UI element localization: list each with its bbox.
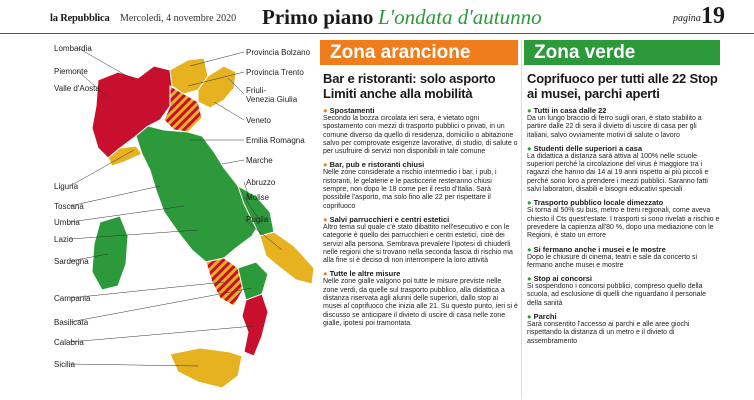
green-item-text: Si sospendono i concorsi pubblici, compreso quello della scuola, ad esclusione di quelli che riguardano il personale della sanità	[527, 283, 707, 307]
bullet-dot-icon: ●	[323, 106, 328, 115]
map-label-toscana: Toscana	[54, 202, 84, 211]
green-item-text: La didattica a distanza sarà attiva al 100% nelle scuole superiori perché la circolazione del virus è maggiore tra i ragazzi che hanno dai 14 ai 19 anni rispetto ai più piccoli e perché sono loro a prendere i mezzi pubblici. Saranno fatti salvi laboratori, disabili e bisogni educativi speciali	[527, 152, 709, 194]
green-item-title: Studenti delle superiori a casa	[533, 143, 642, 153]
orange-item-text: Altro tema sul quale c'è stato dibattito nell'esecutivo e con le categorie è quello dei parrucchieri e centri estetici, cioè dei servizi alla persona. Sembrava prevalere l'ipotesi di chiuderli nelle regioni che si trovano nella seconda fascia di rischio ma alla fine si è deciso di non interrompere la loro attività	[323, 223, 513, 265]
bullet-dot-icon: ●	[527, 143, 532, 153]
map-label-piemonte: Piemonte	[54, 67, 88, 76]
green-item	[527, 106, 720, 140]
orange-zone-column	[320, 40, 518, 398]
page-number: 19	[701, 3, 725, 29]
green-item-title: Si fermano anche i musei e le mostre	[533, 244, 666, 254]
bullet-dot-icon: ●	[527, 274, 532, 284]
region-puglia	[260, 232, 314, 284]
page-label: pagina	[673, 13, 701, 24]
orange-item-title: Tutte le altre misure	[329, 269, 401, 279]
italy-zone-map	[38, 36, 318, 398]
map-label-valle-daosta: Valle d'Aosta	[54, 84, 100, 93]
green-item-title: Stop ai concorsi	[533, 274, 592, 284]
bullet-dot-icon: ●	[527, 244, 532, 254]
map-label-puglia: Puglia	[246, 215, 269, 224]
green-item	[527, 312, 720, 346]
green-zone-banner: Zona verde	[524, 40, 720, 65]
map-label-marche: Marche	[246, 156, 273, 165]
map-label-basilicata: Basilicata	[54, 318, 89, 327]
green-item-title: Trasporto pubblico locale dimezzato	[533, 198, 664, 208]
bullet-dot-icon: ●	[323, 160, 328, 170]
map-label-veneto: Veneto	[246, 116, 271, 125]
orange-zone-headline: Bar e ristoranti: solo asporto Limiti anche alla mobilità	[323, 71, 496, 101]
map-label-trento: Provincia Trento	[246, 68, 304, 77]
newspaper-logo: la Repubblica	[50, 13, 110, 24]
map-label-molise: Molise	[246, 193, 270, 202]
region-striped-north	[164, 86, 202, 132]
orange-item-text: Nelle zone considerate a rischio intermedio i bar, i pub, i ristoranti, le gelaterie e le pasticcerie resteranno chiusi sempre, non dopo le 18 come per il resto d'Italia. Sarà possibile l'asporto, ma solo fino alle 22 per rispettare il coprifuoco	[323, 169, 497, 210]
region-calabria	[242, 294, 268, 356]
map-label-bolzano: Provincia Bolzano	[246, 48, 311, 57]
green-item	[527, 274, 720, 308]
green-item-text: Sarà consentito l'accesso ai parchi e alle aree giochi rispettando la distanza di un metro e il divieto di assembramento	[527, 321, 690, 345]
green-item-text: Da un lungo braccio di ferro sugli orari, è stato stabilito a partire dalle 22 di sera il divieto di uscire di casa per gli italiani, salvo ovviamente motivi di salute o lavoro	[527, 115, 702, 139]
region-sardegna	[92, 216, 128, 290]
section-kicker: L'ondata d'autunno	[378, 5, 542, 29]
bullet-dot-icon: ●	[527, 312, 532, 322]
map-label-campania: Campania	[54, 294, 91, 303]
map-label-calabria: Calabria	[54, 338, 84, 347]
map-label-abruzzo: Abruzzo	[246, 178, 276, 187]
section-title: Primo piano	[262, 5, 374, 29]
orange-item-text: Nelle zone gialle valgono poi tutte le misure previste nelle zone verdi, da quelle sul trasporto pubblico, alla didattica a distanza riservata agli alunni delle superiori, dallo stop ai musei al coprifuoco che inizia alle 21. Su questo punto, ieri si è discusso se anticipare il divieto di uscire di casa nelle zone gialle, ipotesi poi tramontata.	[323, 278, 518, 327]
green-item-title: Tutti in casa dalle 22	[533, 106, 607, 115]
map-label-sardegna: Sardegna	[54, 257, 89, 266]
map-label-liguria: Liguria	[54, 182, 79, 191]
bullet-dot-icon: ●	[527, 106, 532, 115]
orange-item	[323, 106, 518, 156]
green-item	[527, 198, 720, 240]
orange-item-title: Salvi parrucchieri e centri estetici	[329, 214, 450, 224]
map-label-lombardia: Lombardia	[54, 44, 92, 53]
region-sicilia	[170, 348, 242, 388]
orange-item-text: Secondo la bozza circolata ieri sera, è vietato ogni spostamento con mezzi di trasporto pubblici o privati, in un comune diverso da quello di residenza, domicilio o abitazione salvo per comprovate esigenze lavorative, di studio, di salute o per usufruire di servizi non disponibili in tale comune	[323, 115, 518, 156]
issue-date: Mercoledì, 4 novembre 2020	[120, 13, 237, 24]
green-item-text: Dopo le chiusure di cinema, teatri e sale da concerto si fermano anche musei e mostre	[527, 253, 698, 269]
masthead	[0, 0, 754, 34]
bullet-dot-icon: ●	[527, 198, 532, 208]
map-label-umbria: Umbria	[54, 218, 80, 227]
bullet-dot-icon: ●	[323, 214, 328, 224]
bullet-dot-icon: ●	[323, 269, 328, 279]
region-campania	[206, 258, 244, 306]
orange-item	[323, 215, 518, 265]
green-item	[527, 144, 720, 194]
green-item-title: Parchi	[533, 312, 557, 322]
map-label-friuli: Friuli- Venezia Giulia	[246, 86, 298, 104]
region-basilicata	[238, 262, 268, 300]
map-label-lazio: Lazio	[54, 235, 74, 244]
orange-item-title: Bar, pub e ristoranti chiusi	[329, 160, 425, 170]
column-divider	[521, 40, 522, 398]
map-label-sicilia: Sicilia	[54, 360, 75, 369]
orange-item	[323, 160, 518, 210]
green-zone-headline: Coprifuoco per tutti alle 22 Stop ai musei, parchi aperti	[527, 71, 718, 101]
green-item	[527, 245, 720, 271]
green-zone-column	[524, 40, 720, 398]
map-label-emilia-romagna: Emilia Romagna	[246, 136, 305, 145]
orange-item-title: Spostamenti	[329, 106, 375, 115]
orange-item	[323, 269, 518, 328]
orange-zone-banner: Zona arancione	[320, 40, 518, 65]
green-item-text: Si torna al 50% su bus, metro e treni regionali, come aveva chiesto il Cts quest'estate. I trasporti si sono rivelati a rischio e prevedere la capienza all'80 %, dopo una mediazione con le Regioni, è stato un errore	[527, 207, 720, 240]
